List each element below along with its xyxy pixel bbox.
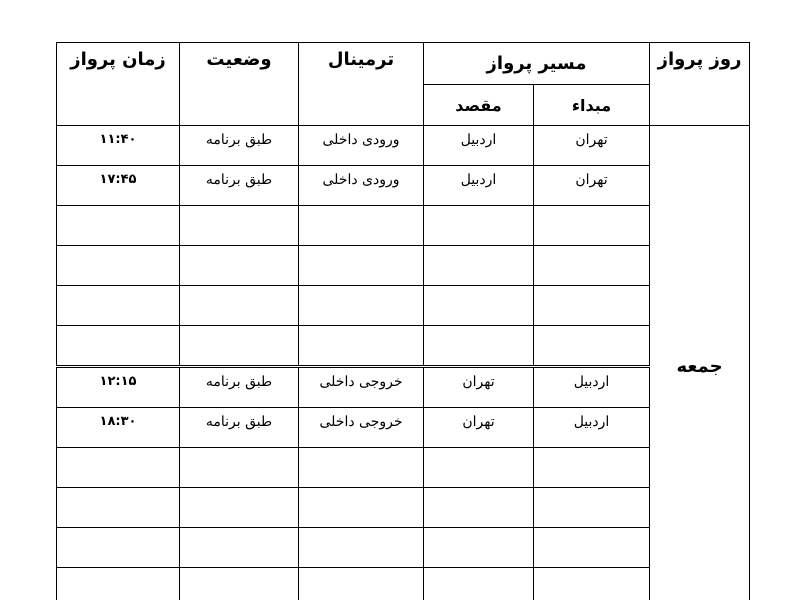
origin-cell <box>534 488 650 528</box>
header-flight-time: زمان پرواز <box>57 43 180 126</box>
status-cell <box>180 448 299 488</box>
origin-cell <box>534 206 650 246</box>
table-row <box>57 568 750 600</box>
terminal-cell <box>299 246 424 286</box>
table-row <box>57 448 750 488</box>
terminal-cell <box>299 326 424 367</box>
terminal-cell <box>299 528 424 568</box>
status-cell <box>180 286 299 326</box>
origin-cell <box>534 246 650 286</box>
status-cell <box>180 528 299 568</box>
destination-cell: اردبیل <box>424 126 534 166</box>
terminal-cell: ورودی داخلی <box>299 126 424 166</box>
status-cell: طبق برنامه <box>180 367 299 408</box>
header-origin: مبداء <box>534 85 650 126</box>
table-row <box>57 528 750 568</box>
flight-time-cell <box>57 488 180 528</box>
table-row <box>57 367 750 408</box>
terminal-cell <box>299 568 424 600</box>
flight-time-cell <box>57 246 180 286</box>
origin-cell: تهران <box>534 166 650 206</box>
status-cell: طبق برنامه <box>180 126 299 166</box>
destination-cell <box>424 568 534 600</box>
status-cell <box>180 568 299 600</box>
terminal-cell <box>299 206 424 246</box>
terminal-cell: ورودی داخلی <box>299 166 424 206</box>
table-row <box>57 408 750 448</box>
destination-cell <box>424 326 534 367</box>
origin-cell <box>534 528 650 568</box>
status-cell <box>180 488 299 528</box>
status-cell <box>180 326 299 367</box>
destination-cell: تهران <box>424 408 534 448</box>
status-cell <box>180 246 299 286</box>
flight-time-cell <box>57 326 180 367</box>
destination-cell <box>424 528 534 568</box>
origin-cell: اردبیل <box>534 367 650 408</box>
table-row <box>57 206 750 246</box>
table-row <box>57 326 750 367</box>
header-destination: مقصد <box>424 85 534 126</box>
flight-time-cell <box>57 448 180 488</box>
status-cell: طبق برنامه <box>180 166 299 206</box>
origin-cell <box>534 286 650 326</box>
terminal-cell <box>299 286 424 326</box>
flight-day-cell: جمعه <box>650 126 750 600</box>
table-row <box>57 246 750 286</box>
flight-schedule-table <box>56 42 750 600</box>
terminal-cell: خروجی داخلی <box>299 408 424 448</box>
flight-time-cell: ۱۱:۴۰ <box>57 126 180 166</box>
flight-time-cell <box>57 286 180 326</box>
terminal-cell <box>299 488 424 528</box>
terminal-cell: خروجی داخلی <box>299 367 424 408</box>
table-row <box>57 286 750 326</box>
origin-cell <box>534 448 650 488</box>
origin-cell: اردبیل <box>534 408 650 448</box>
origin-cell: تهران <box>534 126 650 166</box>
schedule-body <box>57 126 750 600</box>
origin-cell <box>534 326 650 367</box>
flight-time-cell: ۱۸:۳۰ <box>57 408 180 448</box>
flight-time-cell <box>57 206 180 246</box>
destination-cell <box>424 448 534 488</box>
destination-cell <box>424 488 534 528</box>
origin-cell <box>534 568 650 600</box>
terminal-cell <box>299 448 424 488</box>
status-cell: طبق برنامه <box>180 408 299 448</box>
table-row <box>57 166 750 206</box>
header-flight-route: مسیر پرواز <box>424 43 650 85</box>
status-cell <box>180 206 299 246</box>
destination-cell <box>424 206 534 246</box>
flight-time-cell <box>57 568 180 600</box>
header-flight-day: روز پرواز <box>650 43 750 126</box>
destination-cell: تهران <box>424 367 534 408</box>
flight-time-cell: ۱۲:۱۵ <box>57 367 180 408</box>
table-row <box>57 488 750 528</box>
table-row <box>57 126 750 166</box>
flight-time-cell: ۱۷:۴۵ <box>57 166 180 206</box>
destination-cell <box>424 286 534 326</box>
header-status: وضعیت <box>180 43 299 126</box>
destination-cell <box>424 246 534 286</box>
header-terminal: ترمینال <box>299 43 424 126</box>
destination-cell: اردبیل <box>424 166 534 206</box>
flight-time-cell <box>57 528 180 568</box>
